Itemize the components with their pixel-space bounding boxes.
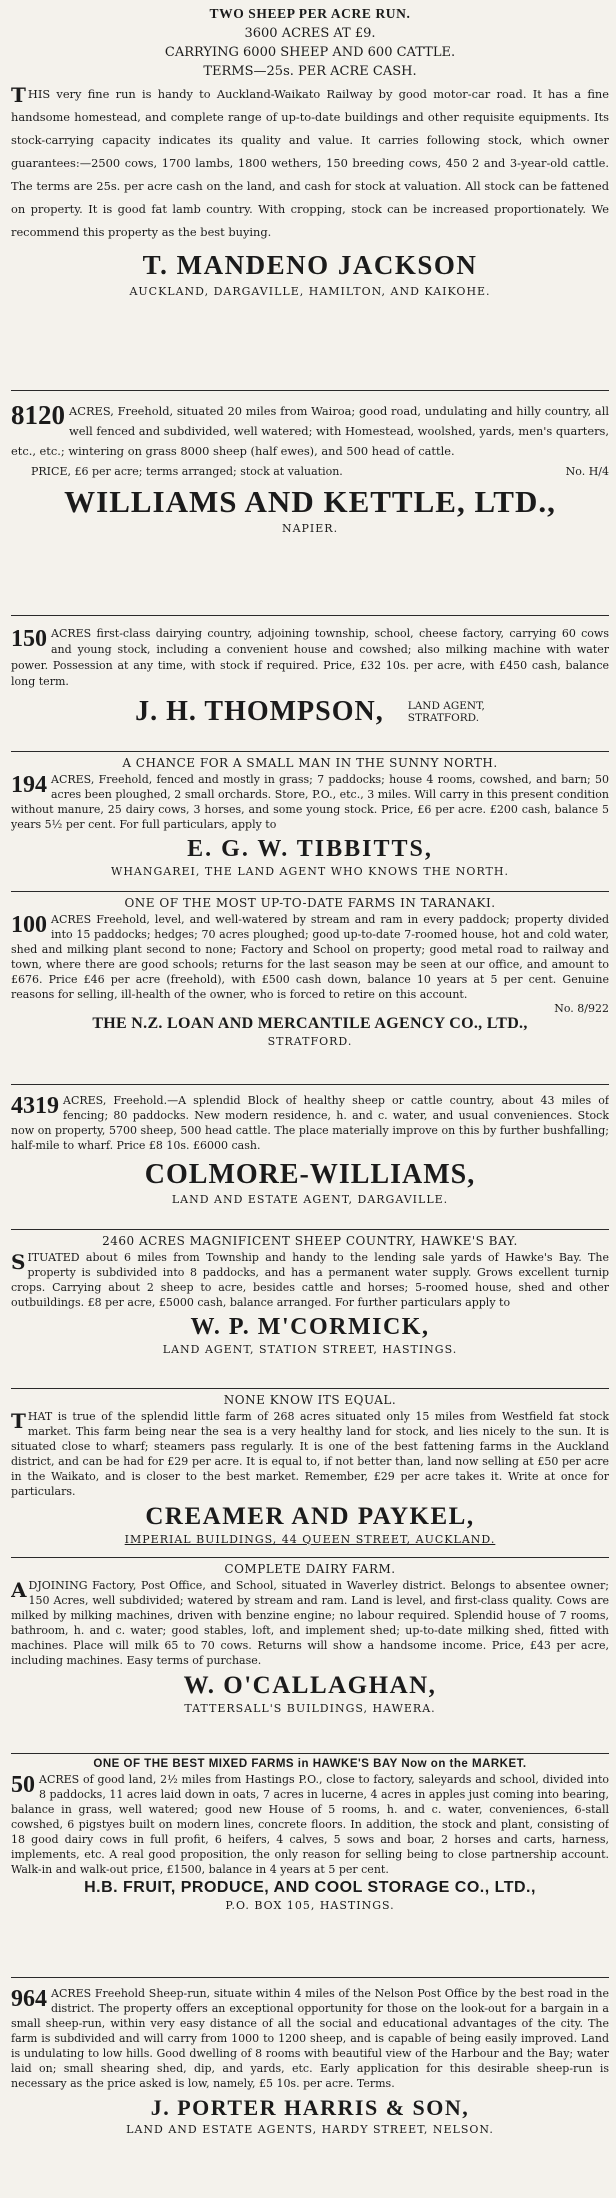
agent-location: WHANGAREI, THE LAND AGENT WHO KNOWS THE NORTH. [111, 865, 509, 878]
ad-complete-dairy-farm [11, 1558, 609, 1754]
ad-header: ONE OF THE BEST MIXED FARMS in HAWKE'S BAY Now on the MARKET. [93, 1758, 527, 1770]
agent-location: LAND AND ESTATE AGENTS, HARDY STREET, NELSON. [126, 2123, 494, 2136]
ad-194-acres [11, 752, 609, 892]
ad-body-text: ACRES, Freehold, fenced and mostly in grass; 7 paddocks; house 4 rooms, cowshed, and barn; 50 acres been ploughed, 2 small orchards. Store, P.O., etc., 3 miles. Will carry in this present condition without manure, 25 dairy cows, 3 horses, and some young stock. Price, £6 per acre. £200 cash, balance 5 years 5½ per cent. For full particulars, apply to [11, 773, 609, 831]
acreage-number: 4319 [11, 1093, 59, 1119]
drop-cap: T [11, 1409, 26, 1433]
ad-header: COMPLETE DAIRY FARM. [224, 1562, 396, 1576]
agent-role: LAND AGENT, [407, 700, 485, 712]
agent-block [11, 696, 609, 728]
agent-location: NAPIER. [281, 522, 339, 535]
agent-name: H.B. FRUIT, PRODUCE, AND COOL STORAGE CO., LTD., [84, 1879, 536, 1896]
acreage-number: 194 [11, 772, 47, 798]
agent-name: THE N.Z. LOAN AND MERCANTILE AGENCY CO., LTD., [92, 1015, 528, 1032]
agent-name: CREAMER AND PAYKEL, [145, 1503, 475, 1530]
acreage-number: 100 [11, 912, 47, 938]
agent-town: STRATFORD. [407, 712, 480, 724]
ad-header: ONE OF THE MOST UP-TO-DATE FARMS IN TARANAKI. [124, 896, 496, 910]
agent-location: P.O. BOX 105, HASTINGS. [225, 1899, 395, 1912]
drop-cap: A [11, 1578, 27, 1602]
ad-50-acres-hastings [11, 1754, 609, 1978]
agent-name: WILLIAMS AND KETTLE, LTD., [64, 484, 556, 519]
ad-body-text: ACRES, Freehold, situated 20 miles from Wairoa; good road, undulating and hilly country, all well fenced and subdivided, well watered; with Homestead, woolshed, yards, men's quarters, etc., etc.; wintering on grass 8000 sheep (half ewes), and 500 head of cattle. [11, 404, 609, 458]
agent-location: IMPERIAL BUILDINGS, 44 QUEEN STREET, AUCKLAND. [124, 1533, 496, 1546]
ad-body [11, 83, 609, 244]
ad-2460-acres-hawkes-bay [11, 1230, 609, 1389]
ad-268-acres-westfield [11, 1389, 609, 1558]
ad-body [11, 1578, 609, 1668]
agent-name: J. H. THOMPSON, [135, 696, 384, 727]
ad-body-text: ACRES, Freehold.—A splendid Block of healthy sheep or cattle country, about 43 miles of fencing; 80 paddocks. New modern residence, h. and c. water, and usual conveniences. Stock now on property, 5700 sheep, 500 head cattle. The place materially improve on this by further bushfalling; half-mile to wharf. Price £8 10s. £6000 cash. [11, 1094, 609, 1152]
acreage-number: 50 [11, 1772, 35, 1798]
drop-cap: T [11, 83, 26, 107]
ad-4319-acres [11, 1085, 609, 1230]
agent-name: T. MANDENO JACKSON [142, 250, 478, 280]
ad-body-text: DJOINING Factory, Post Office, and School, situated in Waverley district. Belongs to absentee owner; 150 Acres, well subdivided; watered by stream and ram. Land is level, and first-class quality. Cows are milked by milking machines, driven with benzine engine; no labour required. Splendid house of 7 rooms, bathroom, h. and c. water; good stables, loft, and implement shed; up-to-date milking shed, fitted with machines. Place will milk 65 to 70 cows. Returns will show a handsome income. Price, £43 per acre, including machines. Easy terms of purchase. [11, 1579, 609, 1667]
ad-body-text: ACRES Freehold Sheep-run, situate within 4 miles of the Nelson Post Office by the best road in the district. The property offers an exceptional opportunity for those on the look-out for a bargain in a small sheep-run, within very easy distance of all the social and educational advantages of the city. The farm is subdivided and will carry from 1000 to 1200 sheep, and is capable of being easily improved. Land is undulating to low hills. Good dwelling of 8 rooms with beautiful view of the Harbour and the Bay; water laid on; small shearing shed, dip, and yards, etc. Early application for this desirable sheep-run is necessary as the price asked is low, namely, £5 10s. per acre. Terms. [11, 1987, 609, 2090]
ad-body-text: HIS very fine run is handy to Auckland-Waikato Railway by good motor-car road. It has a fine handsome homestead, and complete range of up-to-date buildings and other requisite equipments. Its stock-carrying capacity indicates its quality and value. It carries following stock, which owner guarantees:—2500 cows, 1700 lambs, 1800 wethers, 150 breeding cows, 450 2 and 3-year-old cattle. The terms are 25s. per acre cash on the land, and cash for stock at valuation. All stock can be fattened on property. It is good fat lamb country. With cropping, stock can be increased proportionately. We recommend this property as the best buying. [11, 87, 609, 239]
ad-body [11, 1093, 609, 1153]
ad-body [11, 1250, 609, 1310]
ref-number: No. 8/922 [554, 1002, 609, 1015]
ad-body [11, 626, 609, 690]
price-row [11, 465, 609, 478]
ad-body [11, 1986, 609, 2091]
agent-name: W. O'CALLAGHAN, [183, 1672, 437, 1699]
ad-100-acres-taranaki [11, 892, 609, 1085]
ad-header: A CHANCE FOR A SMALL MAN IN THE SUNNY NORTH. [122, 756, 498, 770]
ad-150-acres [11, 616, 609, 752]
drop-cap: S [11, 1250, 26, 1274]
agent-location: STRATFORD. [267, 1035, 353, 1048]
acreage-number: 964 [11, 1986, 47, 2012]
ad-body [11, 401, 609, 461]
ad-body [11, 772, 609, 832]
ad-body-text: ACRES first-class dairying country, adjoining township, school, cheese factory, carrying 60 cows and young stock, including a convenient house and cowshed; also milking machine with water power. Possession at any time, with stock if required. Price, £32 10s. per acre, with £450 cash, balance long term. [11, 627, 609, 688]
ad-body [11, 912, 609, 1002]
agent-location: TATTERSALL'S BUILDINGS, HAWERA. [184, 1702, 436, 1715]
acreage-number: 8120 [11, 400, 65, 430]
ad-two-sheep-run [11, 4, 609, 391]
ad-header: 2460 ACRES MAGNIFICENT SHEEP COUNTRY, HAWKE'S BAY. [102, 1234, 518, 1248]
ad-body-text: ITUATED about 6 miles from Township and handy to the lending sale yards of Hawke's Bay. The property is subdivided into 8 paddocks, and has a permanent water supply. Grows excellent turnip crops. Carrying about 2 sheep to acre, besides cattle and horses; 5-roomed house, shed and other outbuildings. £8 per acre, £5000 cash, balance arranged. For further particulars apply to [11, 1251, 609, 1309]
ad-body-text: HAT is true of the splendid little farm of 268 acres situated only 15 miles from Westfield fat stock market. This farm being near the sea is a very healthy land for stock, and lies nicely to the sun. It is situated close to wharf; steamers pass regularly. It is one of the best fattening farms in the Auckland district, and can be had for £29 per acre. It is equal to, if not better than, land now selling at £50 per acre in the Waikato, and is closer to the best market. Remember, £29 per acre takes it. Write at once for particulars. [11, 1410, 609, 1498]
ad-header: NONE KNOW ITS EQUAL. [223, 1393, 397, 1407]
ad-8120-acres [11, 391, 609, 616]
ad-body [11, 1772, 609, 1877]
ad-body [11, 1409, 609, 1499]
ref-number: No. H/4 [565, 465, 609, 478]
agent-side [408, 700, 485, 724]
agent-location: AUCKLAND, DARGAVILLE, HAMILTON, AND KAIKOHE. [129, 285, 491, 298]
ad-header: TWO SHEEP PER ACRE RUN. [209, 6, 411, 21]
ad-964-acres-nelson [11, 1978, 609, 2184]
ad-body-text: ACRES of good land, 2½ miles from Hastings P.O., close to factory, saleyards and school, divided into 8 paddocks, 11 acres laid down in oats, 7 acres in lucerne, 4 acres in apples just coming into bearing, balance in grass, well watered; good new House of 5 rooms, h. and c. water, conveniences, 6-stall cowshed, 6 pigstyes built on modern lines, concrete floors. In addition, the stock and plant, consisting of 18 good dairy cows in full profit, 6 heifers, 4 calves, 5 sows and boar, 2 horses and carts, harness, implements, etc. A real good proposition, the only reason for selling being to close partnership account. Walk-in and walk-out price, £1500, balance in 4 years at 5 per cent. [11, 1773, 609, 1876]
acreage-number: 150 [11, 626, 47, 652]
ad-body-text: ACRES Freehold, level, and well-watered by stream and ram in every paddock; property divided into 15 paddocks; hedges; 70 acres ploughed; good up-to-date 7-roomed house, hot and cold water, shed and milking plant second to none; Factory and School on property; good metal road to railway and town, where there are good schools; returns for the last season may be seen at our office, and amount to £676. Price £46 per acre (freehold), with £500 cash down, balance 10 years at 5 per cent. Genuine reasons for selling, ill-health of the owner, who is forced to retire on this account. [11, 913, 609, 1001]
ad-title: 3600 ACRES AT £9. [244, 26, 376, 41]
agent-location: LAND AGENT, STATION STREET, HASTINGS. [162, 1343, 458, 1356]
agent-name: E. G. W. TIBBITTS, [187, 836, 433, 862]
agent-location: LAND AND ESTATE AGENT, DARGAVILLE. [171, 1193, 449, 1206]
agent-name: W. P. M'CORMICK, [190, 1314, 430, 1340]
price-text: PRICE, £6 per acre; terms arranged; stock at valuation. [31, 465, 343, 478]
ad-subtitle: CARRYING 6000 SHEEP AND 600 CATTLE. [164, 45, 456, 60]
agent-name: COLMORE-WILLIAMS, [144, 1159, 476, 1190]
ad-terms: TERMS—25s. PER ACRE CASH. [203, 64, 417, 79]
agent-name: J. PORTER HARRIS & SON, [150, 2095, 470, 2120]
